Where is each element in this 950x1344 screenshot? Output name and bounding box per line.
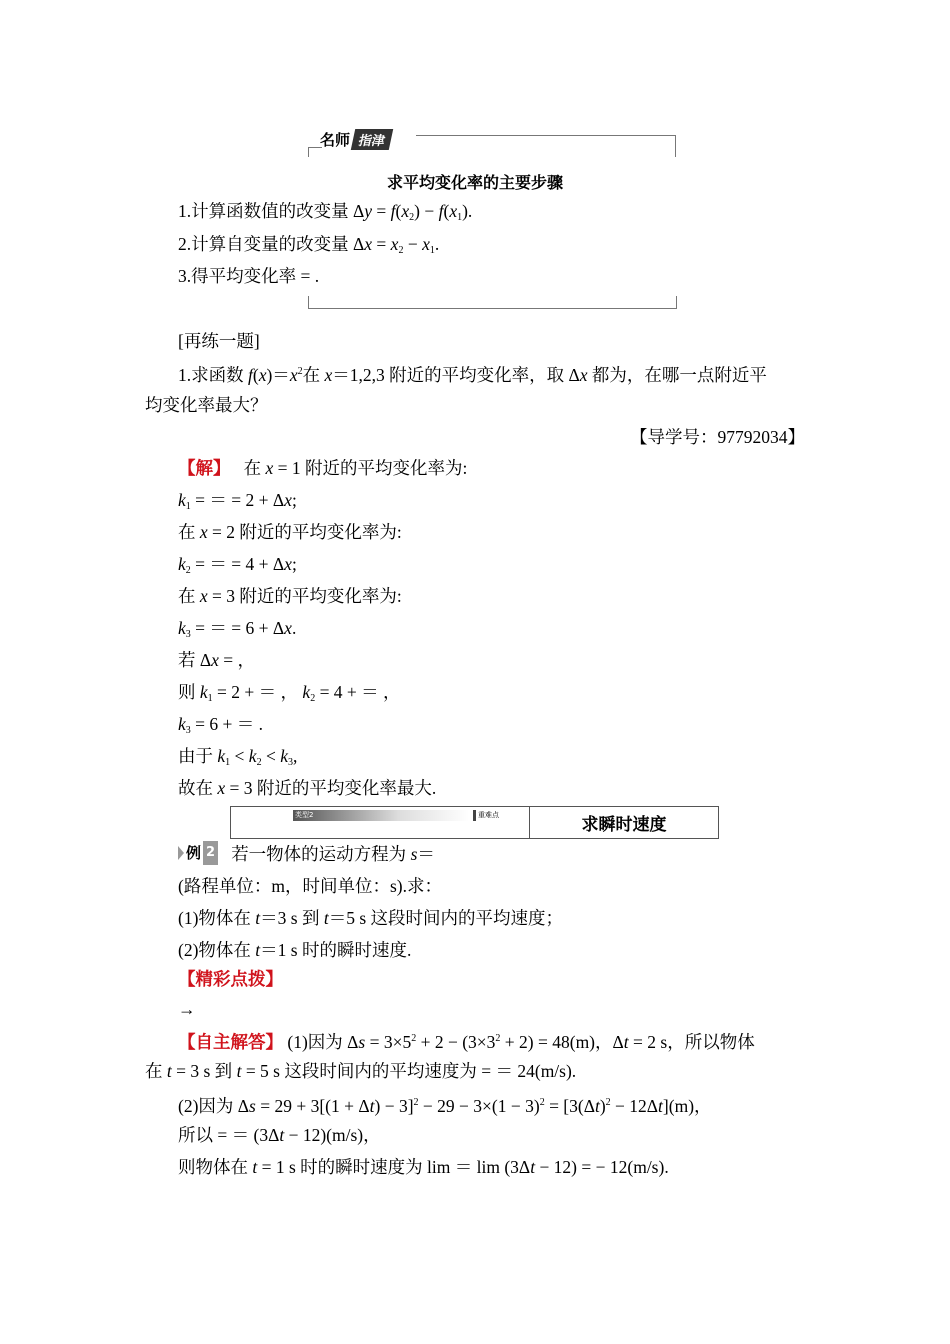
hint-tag: 【精彩点拨】 bbox=[178, 970, 283, 990]
example-badge: 例 2 bbox=[178, 841, 218, 865]
tip-box-bottom-border bbox=[308, 296, 677, 309]
type-strip bbox=[293, 810, 499, 821]
tip-step-3: 3.得平均变化率 = . bbox=[178, 266, 320, 286]
tip-step-2: 2.计算自变量的改变量 $\Delta x = x_2 - x_1$. bbox=[178, 234, 440, 256]
solution-line-10: 由于 $k_1 < k_2 < k_3$, bbox=[178, 746, 298, 768]
practice-question: 1.求函数 $f(x)=x^2$在 x＝1,2,3 附近的平均变化率，取 Δx 都为，在哪一点附近平 bbox=[178, 365, 767, 385]
example-arrow-icon bbox=[178, 846, 184, 860]
solution-line-7: 若 Δx = ， bbox=[178, 650, 256, 670]
answer-line-2: 在 t = 3 s 到 t = 5 s 这段时间内的平均速度为 = ＝ 24(m/s). bbox=[145, 1061, 577, 1081]
answer-line-4: 所以 = ＝ (3Δt − 12)(m/s)， bbox=[178, 1125, 381, 1145]
solution-line-2: $k_1$ = ＝ = 2 + Δx; bbox=[178, 490, 297, 512]
answer-line-3: (2)因为 $\Delta s = 29 + 3[(1 + \Delta t) - 3]^2 - 29 - 3\times(1 - 3)^2 = [3(\Delta t)^2 - 12\Delta t](m)$， bbox=[178, 1096, 712, 1116]
tip-label-a: 名师 bbox=[320, 130, 351, 149]
answer-tag: 【自主解答】 bbox=[178, 1033, 283, 1053]
type-tag: 重难点 bbox=[473, 810, 499, 821]
solution-line-6: $k_3$ = ＝ = 6 + Δx. bbox=[178, 618, 297, 640]
type-label: 类型2 bbox=[295, 811, 314, 819]
tip-heading: 求平均变化率的主要步骤 bbox=[386, 173, 563, 192]
solution-tag: 【解】 bbox=[178, 459, 231, 479]
practice-question-line2: 均变化率最大？ bbox=[145, 395, 268, 415]
solution-line-4: $k_2$ = ＝ = 4 + Δx; bbox=[178, 554, 297, 576]
answer-line-1: 【自主解答】 (1)因为 $\Delta s = 3\times 5^2 + 2 - (3\times 3^2 + 2) = 48(m)$，Δt = 2 s，所以物体 bbox=[178, 1032, 755, 1053]
type-banner-left bbox=[231, 807, 530, 838]
example-line-4: (2)物体在 t＝1 s 时的瞬时速度. bbox=[178, 940, 412, 960]
tip-label bbox=[320, 127, 391, 151]
solution-line-8: 则 $k_1 = 2$ + ＝ ， $k_2 = 4$ + ＝ ， bbox=[178, 682, 401, 704]
tip-step-1: 1.计算函数值的改变量 $\Delta y = f(x_2) - f(x_1)$. bbox=[178, 201, 473, 223]
solution-line-5: 在 x = 3 附近的平均变化率为: bbox=[178, 586, 402, 606]
practice-title: [再练一题] bbox=[178, 331, 260, 351]
example-line-3: (1)物体在 t＝3 s 到 t＝5 s 这段时间内的平均速度； bbox=[178, 908, 564, 928]
solution-line-3: 在 x = 2 附近的平均变化率为: bbox=[178, 522, 402, 542]
solution-line-9: $k_3 = 6$ + ＝ . bbox=[178, 714, 264, 736]
solution-line-1: 【解】 在 x = 1 附近的平均变化率为: bbox=[178, 458, 468, 479]
practice-reference: 【导学号：97792034】 bbox=[630, 427, 805, 447]
type-banner bbox=[230, 806, 719, 839]
example-line-2: (路程单位：m，时间单位：s).求： bbox=[178, 876, 442, 896]
tip-label-b: 指津 bbox=[351, 129, 393, 150]
hint-arrow: → bbox=[178, 999, 196, 1019]
example-line-1: 例 2 若一物体的运动方程为 s＝ bbox=[178, 841, 435, 866]
type-title: 求瞬时速度 bbox=[581, 815, 667, 835]
solution-line-11: 故在 x = 3 附近的平均变化率最大. bbox=[178, 778, 437, 798]
answer-line-5: 则物体在 t = 1 s 时的瞬时速度为 lim ＝ lim (3Δt − 12) = − 12(m/s). bbox=[178, 1157, 669, 1177]
